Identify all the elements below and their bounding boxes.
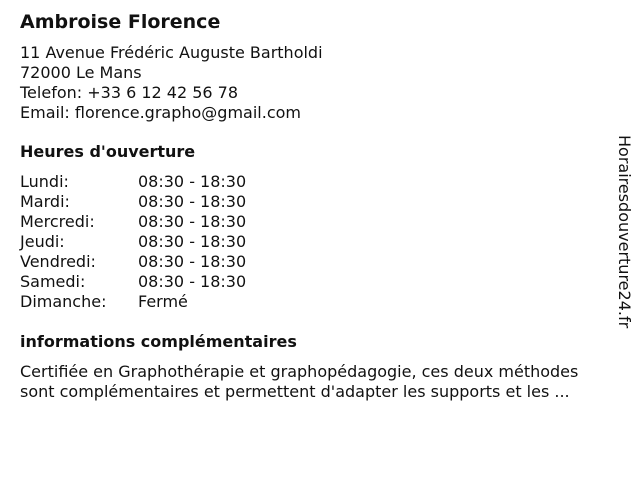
address-line-2: 72000 Le Mans — [20, 63, 142, 82]
hours-row-friday — [20, 252, 620, 272]
time-value: Fermé — [138, 292, 188, 311]
hours-row-thursday — [20, 232, 620, 252]
site-watermark: Horairesdouverture24.fr — [615, 135, 634, 329]
day-label: Vendredi: — [20, 252, 96, 271]
info-text-line-1: Certifiée en Graphothérapie et graphopédagogie, ces deux méthodes — [20, 362, 579, 381]
time-value: 08:30 - 18:30 — [138, 192, 247, 211]
opening-hours-list — [20, 172, 620, 312]
day-label: Mercredi: — [20, 212, 95, 231]
business-name: Ambroise Florence — [20, 11, 221, 33]
day-label: Jeudi: — [20, 232, 65, 251]
additional-info-title: informations complémentaires — [20, 332, 297, 351]
day-label: Dimanche: — [20, 292, 107, 311]
time-value: 08:30 - 18:30 — [138, 232, 247, 251]
day-label: Samedi: — [20, 272, 86, 291]
day-label: Mardi: — [20, 192, 70, 211]
opening-hours-title: Heures d'ouverture — [20, 142, 196, 161]
day-label: Lundi: — [20, 172, 69, 191]
hours-row-monday — [20, 172, 620, 192]
business-card — [20, 10, 620, 402]
hours-row-saturday — [20, 272, 620, 292]
email-line: Email: florence.grapho@gmail.com — [20, 103, 301, 122]
time-value: 08:30 - 18:30 — [138, 272, 247, 291]
phone-line: Telefon: +33 6 12 42 56 78 — [20, 83, 239, 102]
address-line-1: 11 Avenue Frédéric Auguste Bartholdi — [20, 43, 323, 62]
time-value: 08:30 - 18:30 — [138, 172, 247, 191]
hours-row-wednesday — [20, 212, 620, 232]
hours-row-tuesday — [20, 192, 620, 212]
info-text-line-2: sont complémentaires et permettent d'adapter les supports et les ... — [20, 382, 570, 401]
time-value: 08:30 - 18:30 — [138, 252, 247, 271]
additional-info-text — [20, 362, 620, 402]
time-value: 08:30 - 18:30 — [138, 212, 247, 231]
hours-row-sunday — [20, 292, 620, 312]
